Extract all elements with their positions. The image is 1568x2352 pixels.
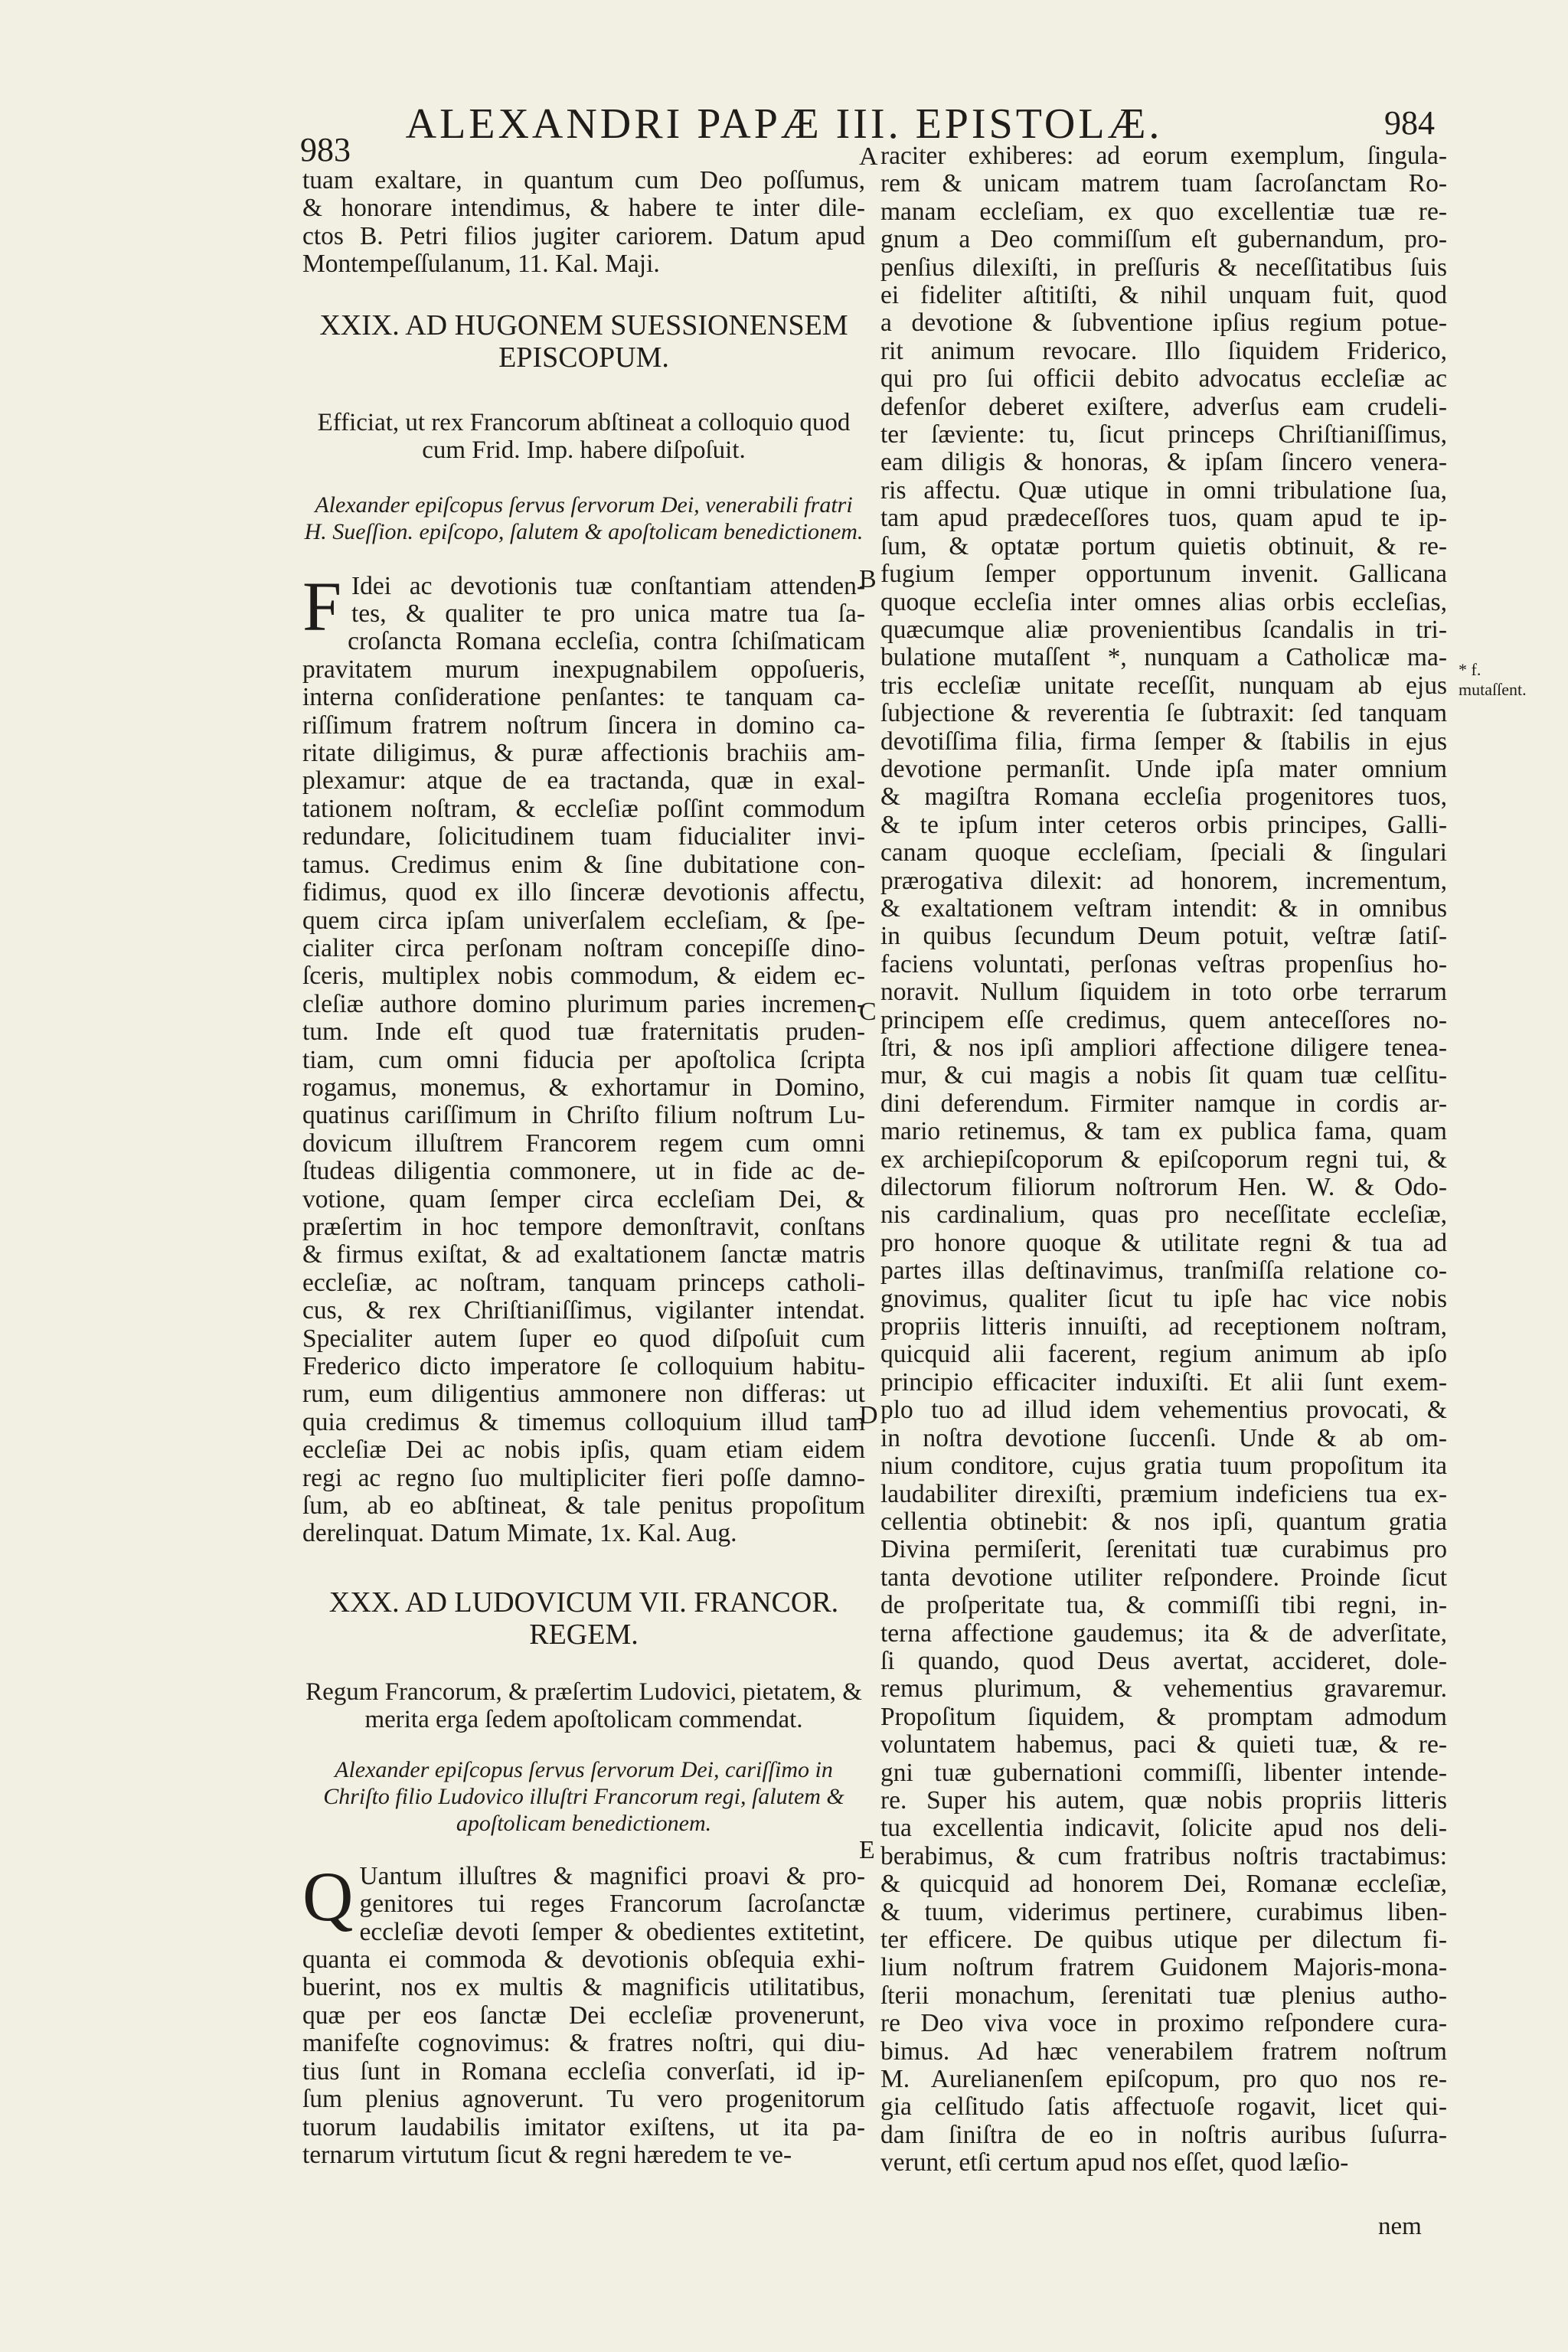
text-line: ris affectu. Quæ utique in omni tribulatione ſua, bbox=[880, 475, 1447, 505]
text-line: canam quoque eccleſiam, ſpeciali & ſingulari bbox=[880, 838, 1447, 867]
text-line: rem & unicam matrem tuam ſacroſanctam Ro- bbox=[880, 169, 1447, 198]
text-line: propriis litteris innuiſti, ad receptionem noſtram, bbox=[880, 1312, 1447, 1341]
text-line: nis cardinalium, quas pro neceſſitate eccleſiæ, bbox=[880, 1200, 1447, 1230]
text-line: dovicum illuſtrem Francorem regem cum omni bbox=[302, 1129, 865, 1158]
text-line: ſtudeas diligentia commonere, ut in fide ac de- bbox=[302, 1157, 865, 1186]
text-line: quoque eccleſia inter omnes alias orbis eccleſias, bbox=[880, 587, 1447, 616]
text-line: Specialiter autem ſuper eo quod diſpoſuit cum bbox=[302, 1324, 865, 1353]
text-line: dilectorum filiorum noſtrorum Hen. W. & Odo- bbox=[880, 1173, 1447, 1202]
text-line: nium conditore, cujus gratia tuum propoſitum ita bbox=[880, 1452, 1447, 1481]
text-line: verunt, etſi certum apud nos eſſet, quod læſio- bbox=[880, 2148, 1349, 2177]
text-line: interna conſideratione penſantes: te tanquam ca- bbox=[302, 683, 865, 712]
text-line: quicquid alii facerent, regium animum ab ipſo bbox=[880, 1340, 1447, 1369]
text-line: manifeſte cognovimus: & fratres noſtri, qui diu- bbox=[302, 2029, 865, 2058]
text-line: tamus. Credimus enim & ſine dubitatione con- bbox=[302, 850, 865, 879]
text-line: cellentia obtinebit: & nos ipſi, quantum gratia bbox=[880, 1507, 1447, 1536]
text-line: tius ſunt in Romana eccleſia converſati, id ip- bbox=[302, 2056, 865, 2086]
text-line: quæcumque aliæ provenientibus ſcandalis in tri- bbox=[880, 615, 1447, 644]
text-line: ſi quando, quod Deus avertat, accideret, dole- bbox=[880, 1646, 1447, 1675]
text-line: ſum plenius agnoverunt. Tu vero progenitorum bbox=[302, 2085, 865, 2114]
text-line: faciens voluntati, perſonas veſtras propenſius ho- bbox=[880, 949, 1447, 978]
section-marker-d: D bbox=[859, 1401, 878, 1429]
text-line: ritate diligimus, & puræ affectionis brachiis am- bbox=[302, 739, 865, 768]
text-line: derelinquat. Datum Mimate, 1x. Kal. Aug. bbox=[302, 1519, 737, 1548]
text-line: devotione permanſit. Unde ipſa mater omnium bbox=[880, 754, 1447, 783]
text-line: & exaltationem veſtram intendit: & in omnibus bbox=[880, 893, 1447, 923]
text-line: gia celſitudo ſatis affectuoſe rogavit, licet qui- bbox=[880, 2092, 1447, 2122]
text-line: & te ipſum inter ceteros orbis principes, Galli- bbox=[880, 810, 1447, 839]
text-line: eccleſiæ, ac noſtram, tanquam princeps catholi- bbox=[302, 1268, 865, 1297]
section-marker-a: A bbox=[859, 142, 878, 171]
text-line: plo tuo ad illud idem vehementius provocati, & bbox=[880, 1396, 1447, 1425]
text-line: mario retinemus, & tam ex publica fama, quam bbox=[880, 1117, 1447, 1146]
letter-30-address: Alexander epiſcopus ſervus ſervorum Dei, cariſſimo in Chriſto filio Ludovico illuſtri Francorum regi, ſalutem & apoſtolicam benedictionem. bbox=[323, 1756, 844, 1836]
text-line: rum, eum diligentius ammonere non differas: ut bbox=[302, 1380, 865, 1409]
text-line: pravitatem murum inexpugnabilem oppoſueris, bbox=[302, 655, 865, 684]
intro-text bbox=[302, 167, 865, 279]
text-line: cus, & rex Chriſtianiſſimus, vigilanter intendat. bbox=[302, 1296, 865, 1325]
text-line: partes illas deſtinavimus, tranſmiſſa relatione co- bbox=[880, 1256, 1447, 1285]
text-line: ſceris, multiplex nobis commodum, & eidem ec- bbox=[302, 962, 865, 991]
text-line: a devotione & ſubventione ipſius regium potue- bbox=[880, 309, 1447, 338]
text-line: ei fideliter aſtitiſti, & nihil unquam fuit, quod bbox=[880, 281, 1447, 310]
text-line: berabimus, & cum fratribus noſtris tractabimus: bbox=[880, 1841, 1447, 1870]
text-line: ternarum virtutum ſicut & regni hæredem te ve- bbox=[302, 2140, 792, 2169]
text-line: ſum, ab eo abſtineat, & tale penitus propoſitum bbox=[302, 1491, 865, 1521]
text-line: de proſperitate tua, & commiſſi tibi regni, in- bbox=[880, 1591, 1447, 1620]
text-line: buerint, nos ex multis & magnificis utilitatibus, bbox=[302, 1973, 865, 2002]
letter-29-heading: XXIX. AD HUGONEM SUESSIONENSEM EPISCOPUM. bbox=[319, 309, 848, 374]
text-line: tua excellentia indicavit, ſolicite apud nos deli- bbox=[880, 1814, 1447, 1843]
text-line: tes, & qualiter te pro unica matre tua ſa- bbox=[351, 599, 865, 629]
text-line: quatinus cariſſimum in Chriſto filium noſtrum Lu- bbox=[302, 1101, 865, 1130]
text-line: riſſimum fratrem noſtrum ſincera in domino ca- bbox=[302, 710, 865, 740]
text-line: genitores tui reges Francorum ſacroſanctæ bbox=[359, 1890, 865, 1919]
text-line: fugium ſemper opportunum invenit. Gallicana bbox=[880, 560, 1447, 589]
text-line: gnovimus, qualiter ſicut tu ipſe hac vice nobis bbox=[880, 1284, 1447, 1313]
page-number-right: 984 bbox=[1384, 104, 1435, 142]
text-line: gnum a Deo commiſſum eſt gubernandum, pro- bbox=[880, 225, 1447, 254]
text-line: Montempeſſulanum, 11. Kal. Maji. bbox=[302, 250, 660, 279]
text-line: terna affectione gaudemus; ita & de adverſitate, bbox=[880, 1619, 1447, 1648]
text-line: in noſtra devotione ſuccenſi. Unde & ab om- bbox=[880, 1423, 1447, 1452]
section-marker-c: C bbox=[859, 998, 877, 1026]
text-line: eam diligis & honoras, & ipſam ſincero venera- bbox=[880, 448, 1447, 477]
text-line: ſtri, & nos ipſi ampliori affectione diligere tenea- bbox=[880, 1034, 1447, 1062]
text-line: tam apud prædeceſſores tuos, quam apud te ip- bbox=[880, 504, 1447, 533]
letter-29-address: Alexander epiſcopus ſervus ſervorum Dei, venerabili fratri H. Sueſſion. epiſcopo, ſalutem & apoſtolicam benedictionem. bbox=[304, 492, 864, 544]
text-line: eccleſiæ Dei ac nobis ipſis, quam etiam eidem bbox=[302, 1436, 865, 1465]
text-line: ſterii monachum, ſerenitati tuæ plenius autho- bbox=[880, 1981, 1447, 2010]
text-line: quem circa ipſam univerſalem eccleſiam, & ſpe- bbox=[302, 906, 865, 935]
text-line: tationem noſtram, & eccleſiæ poſſint commodum bbox=[302, 794, 865, 823]
text-line: penſius dilexiſti, in preſſuris & neceſſitatibus ſuis bbox=[880, 253, 1447, 282]
letter-29-summary: Efficiat, ut rex Francorum abſtineat a colloquio quod cum Frid. Imp. habere diſpoſuit. bbox=[317, 408, 851, 464]
text-line: dam ſiniſtra de eo in noſtris auribus ſuſurra- bbox=[880, 2120, 1447, 2149]
text-line: defenſor deberet exiſtere, adverſus eam crudeli- bbox=[880, 392, 1447, 421]
text-line: re Deo viva voce in proximo reſpondere cura- bbox=[880, 2009, 1447, 2038]
text-line: eccleſiæ devoti ſemper & obedientes extitetint, bbox=[359, 1917, 865, 1946]
text-line: ex archiepiſcoporum & epiſcoporum regni tui, & bbox=[880, 1145, 1447, 1174]
text-line: ſum, & optatæ portum quietis obtinuit, & re- bbox=[880, 531, 1447, 560]
text-line: votione, quam ſemper circa eccleſiam Dei, & bbox=[302, 1184, 865, 1214]
page-number-left: 983 bbox=[300, 131, 351, 168]
text-line: fidimus, quod ex illo ſinceræ devotionis affectu, bbox=[302, 878, 865, 907]
text-line: devotiſſima filia, firma ſemper & ſtabilis in ejus bbox=[880, 727, 1447, 756]
text-line: & tuum, viderimus pertinere, curabimus liben- bbox=[880, 1897, 1447, 1926]
text-line: rit animum revocare. Illo ſiquidem Friderico, bbox=[880, 336, 1447, 365]
text-line: Uantum illuſtres & magnifici proavi & pro- bbox=[359, 1861, 865, 1890]
text-line: quæ per eos ſanctæ Dei eccleſiæ provenerunt, bbox=[302, 2001, 865, 2030]
letter-30-heading: XXX. AD LUDOVICUM VII. FRANCOR. REGEM. bbox=[328, 1586, 839, 1651]
text-line: bulatione mutaſſent *, nunquam a Catholicæ ma- bbox=[880, 643, 1447, 672]
text-line: lium noſtrum fratrem Guidonem Majoris-mona- bbox=[880, 1953, 1447, 1982]
text-line: noravit. Nullum ſiquidem in toto orbe terrarum bbox=[880, 978, 1447, 1007]
text-line: tuam exaltare, in quantum cum Deo poſſumus, bbox=[302, 166, 865, 194]
text-line: tuorum laudabilis imitator exiſtens, ut ita pa- bbox=[302, 2112, 865, 2141]
text-line: pro honore quoque & utilitate regni & tua ad bbox=[880, 1228, 1447, 1257]
text-line: ter efficere. De quibus utique per dilectum fi- bbox=[880, 1926, 1447, 1954]
text-line: quia credimus & timemus colloquium illud tam bbox=[302, 1407, 865, 1436]
running-title: ALEXANDRI PAPÆ III. EPISTOLÆ. bbox=[405, 100, 1163, 148]
text-line: croſancta Romana eccleſia, contra ſchiſmaticam bbox=[348, 627, 865, 656]
text-line: tiam, cum omni fiducia per apoſtolica ſcripta bbox=[302, 1045, 865, 1074]
text-line: tris eccleſiæ unitate receſſit, nunquam ab ejus bbox=[880, 671, 1447, 700]
text-line: rogamus, monemus, & exhortamur in Domino, bbox=[302, 1073, 865, 1102]
text-line: mur, & cui magis a nobis ſit quam tuæ celſitu- bbox=[880, 1061, 1447, 1090]
text-line: ter ſæviente: tu, ſicut princeps Chriſtianiſſimus, bbox=[880, 420, 1447, 449]
letter-30-body bbox=[302, 1857, 865, 2169]
text-line: redundare, ſolicitudinem tuam fiducialiter invi- bbox=[302, 822, 865, 851]
text-line: Propoſitum ſiquidem, & promptam admodum bbox=[880, 1702, 1447, 1731]
drop-cap: Q bbox=[302, 1857, 354, 1936]
text-line: manam eccleſiam, ex quo excellentiæ tuæ re- bbox=[880, 197, 1447, 226]
text-line: tum. Inde eſt quod tuæ fraternitatis pruden- bbox=[302, 1018, 865, 1047]
section-marker-b: B bbox=[859, 565, 877, 593]
text-line: raciter exhiberes: ad eorum exemplum, ſingula- bbox=[880, 142, 1447, 170]
section-marker-e: E bbox=[859, 1836, 875, 1864]
text-line: tanta devotione utiliter reſpondere. Proinde ſicut bbox=[880, 1563, 1447, 1592]
text-line: Idei ac devotionis tuæ conſtantiam attenden- bbox=[351, 571, 865, 600]
text-line: plexamur: atque de ea tractanda, quæ in exal- bbox=[302, 766, 865, 795]
text-line: principem eſſe credimus, quem anteceſſores no- bbox=[880, 1005, 1447, 1034]
text-line: gni tuæ gubernationi commiſſi, libenter intende- bbox=[880, 1758, 1447, 1787]
text-line: & quicquid ad honorem Dei, Romanæ eccleſiæ, bbox=[880, 1870, 1447, 1899]
left-column bbox=[302, 167, 865, 2169]
text-line: & firmus exiſtat, & ad exaltationem ſanctæ matris bbox=[302, 1240, 865, 1269]
text-line: & honorare intendimus, & habere te inter dile- bbox=[302, 194, 865, 223]
catchword: nem bbox=[1378, 2213, 1422, 2240]
text-line: prærogativa dilexit: ad honorem, incrementum, bbox=[880, 866, 1447, 895]
text-line: laudabiliter direxiſti, præmium indeficiens tua ex- bbox=[880, 1479, 1447, 1508]
text-line: ctos B. Petri filios jugiter cariorem. Datum apud bbox=[302, 221, 865, 250]
text-line: præſertim in hoc tempore demonſtravit, conſtans bbox=[302, 1212, 865, 1241]
letter-30-summary: Regum Francorum, & præſertim Ludovici, pietatem, & merita erga ſedem apoſtolicam commendat. bbox=[305, 1677, 862, 1733]
text-line: Divina permiſerit, ſerenitati tuæ curabimus pro bbox=[880, 1535, 1447, 1564]
text-line: ſubjectione & reverentia ſe ſubtraxit: ſed tanquam bbox=[880, 699, 1447, 728]
text-line: principio efficaciter induxiſti. Et alii ſunt exem- bbox=[880, 1367, 1447, 1396]
text-line: bimus. Ad hæc venerabilem fratrem noſtrum bbox=[880, 2037, 1447, 2066]
right-column bbox=[880, 142, 1447, 2177]
text-line: regi ac regno ſuo multipliciter fieri poſſe damno- bbox=[302, 1463, 865, 1492]
text-line: cialiter circa perſonam noſtram concepiſſe dino- bbox=[302, 933, 865, 962]
text-line: re. Super his autem, quæ nobis propriis litteris bbox=[880, 1785, 1447, 1815]
letter-29-body bbox=[302, 567, 865, 1548]
text-line: M. Aurelianenſem epiſcopum, pro quo nos re- bbox=[880, 2065, 1447, 2094]
margin-note: * f. mutaſſent. bbox=[1459, 660, 1527, 699]
text-line: Frederico dicto imperatore ſe colloquium habitu- bbox=[302, 1352, 865, 1380]
text-line: quanta ei commoda & devotionis obſequia exhi- bbox=[302, 1945, 865, 1975]
text-line: qui pro ſui officii debito advocatus eccleſiæ ac bbox=[880, 364, 1447, 394]
text-line: voluntatem habemus, paci & quieti tuæ, & re- bbox=[880, 1730, 1447, 1759]
text-line: remus plurimum, & vehementius gravaremur. bbox=[880, 1674, 1447, 1704]
text-line: & magiſtra Romana eccleſia progenitores tuos, bbox=[880, 782, 1447, 812]
text-line: cleſiæ authore domino plurimum paries incremen- bbox=[302, 989, 865, 1018]
text-line: dini deferendum. Firmiter namque in cordis ar- bbox=[880, 1089, 1447, 1118]
drop-cap: F bbox=[302, 567, 342, 645]
text-line: in quibus ſecundum Deum potuit, veſtræ ſatiſ- bbox=[880, 922, 1447, 951]
